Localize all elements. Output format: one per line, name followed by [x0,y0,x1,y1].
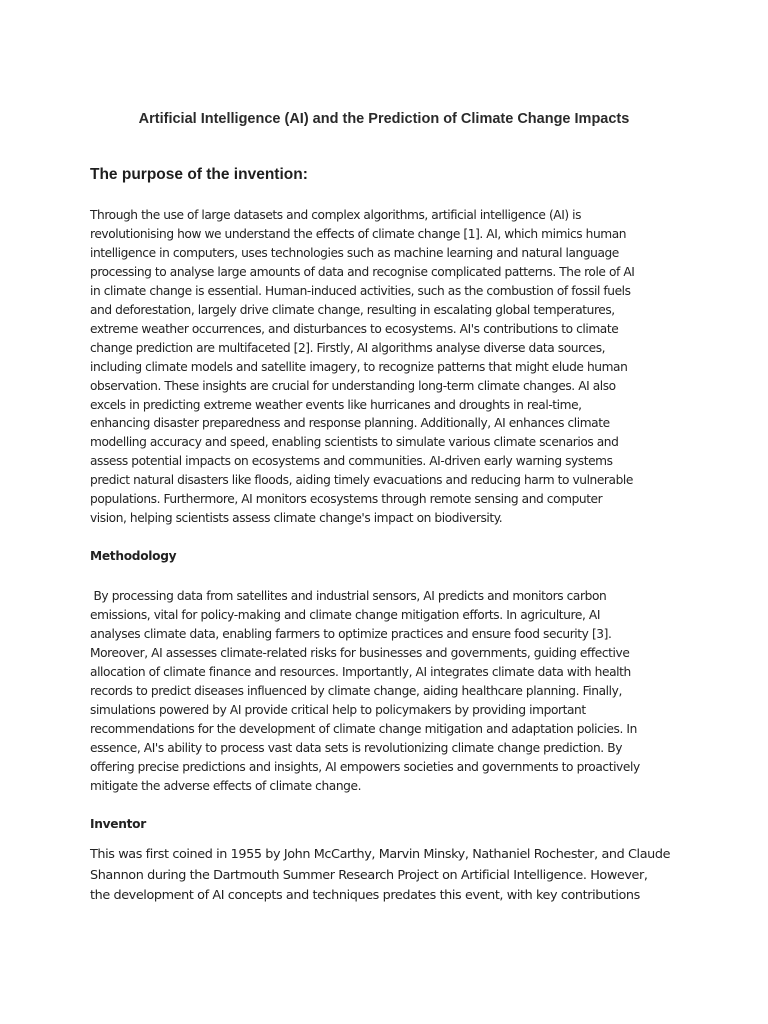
paragraph-line: extreme weather occurrences, and disturbances to ecosystems. AI's contributions to climate [90,321,619,336]
inventor-heading: Inventor [90,817,146,831]
paragraph-line: vision, helping scientists assess climate change's impact on biodiversity. [90,511,503,526]
paragraph-line: observation. These insights are crucial for understanding long-term climate changes. AI also [90,378,616,393]
paragraph-line: essence, AI's ability to process vast data sets is revolutionizing climate change prediction. By [90,740,623,755]
paragraph-line: simulations powered by AI provide critical help to policymakers by providing important [90,702,586,717]
purpose-paragraph [90,206,690,528]
paragraph-line: processing to analyse large amounts of data and recognise complicated patterns. The role of AI [90,264,635,279]
paragraph-line: assess potential impacts on ecosystems and communities. AI-driven early warning systems [90,454,613,469]
inventor-paragraph [90,845,690,907]
paragraph-line: the development of AI concepts and techniques predates this event, with key contributions [90,888,640,903]
paragraph-line: populations. Furthermore, AI monitors ecosystems through remote sensing and computer [90,492,603,507]
paragraph-line: This was first coined in 1955 by John McCarthy, Marvin Minsky, Nathaniel Rochester, and Claude [90,847,671,862]
paragraph-line: predict natural disasters like floods, aiding timely evacuations and reducing harm to vulnerable [90,473,633,488]
paragraph-line: and deforestation, largely drive climate change, resulting in escalating global temperatures, [90,302,615,317]
paragraph-line: recommendations for the development of climate change mitigation and adaptation policies. In [90,721,637,736]
paragraph-line: modelling accuracy and speed, enabling scientists to simulate various climate scenarios and [90,435,619,450]
paragraph-line: allocation of climate finance and resources. Importantly, AI integrates climate data with health [90,664,631,679]
purpose-heading: The purpose of the invention: [90,166,308,183]
methodology-heading: Methodology [90,549,177,563]
document-title: Artificial Intelligence (AI) and the Prediction of Climate Change Impacts [138,111,630,127]
paragraph-line: emissions, vital for policy-making and climate change mitigation efforts. In agriculture, AI [90,607,601,622]
paragraph-line: offering precise predictions and insights, AI empowers societies and governments to proactively [90,759,640,774]
paragraph-line: enhancing disaster preparedness and response planning. Additionally, AI enhances climate [90,416,610,431]
methodology-paragraph [90,587,690,795]
paragraph-line: Through the use of large datasets and complex algorithms, artificial intelligence (AI) is [90,208,582,222]
paragraph-line: By processing data from satellites and industrial sensors, AI predicts and monitors carbon [90,589,607,603]
paragraph-line: change prediction are multifaceted [2]. Firstly, AI algorithms analyse diverse data sources, [90,340,606,355]
paragraph-line: mitigate the adverse effects of climate change. [90,778,362,793]
paragraph-line: Shannon during the Dartmouth Summer Research Project on Artificial Intelligence. However, [90,867,648,883]
paragraph-line: revolutionising how we understand the effects of climate change [1]. AI, which mimics human [90,226,627,241]
paragraph-line: intelligence in computers, uses technologies such as machine learning and natural language [90,245,619,260]
paragraph-line: excels in predicting extreme weather events like hurricanes and droughts in real-time, [90,397,582,412]
paragraph-line: records to predict diseases influenced by climate change, aiding healthcare planning. Finally, [90,683,622,698]
paragraph-line: Moreover, AI assesses climate-related risks for businesses and governments, guiding effective [90,645,630,660]
paragraph-line: in climate change is essential. Human-induced activities, such as the combustion of fossil fuels [90,283,631,298]
paragraph-line: analyses climate data, enabling farmers to optimize practices and ensure food security [3]. [90,626,612,641]
paragraph-line: including climate models and satellite imagery, to recognize patterns that might elude human [90,359,628,374]
